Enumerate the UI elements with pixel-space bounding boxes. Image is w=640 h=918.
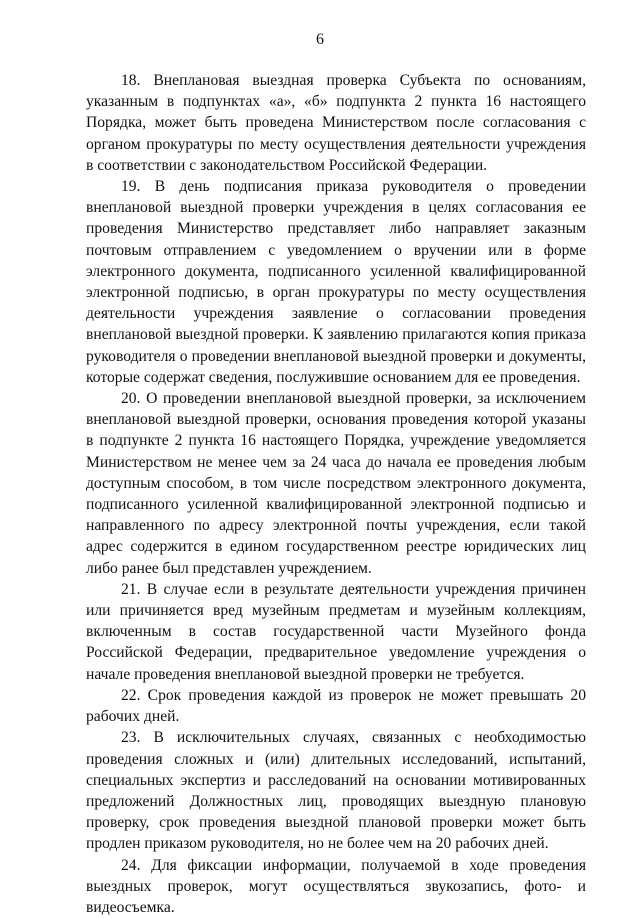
paragraph-22: 22. Срок проведения каждой из проверок не может превышать 20 рабочих дней. xyxy=(86,686,586,726)
paragraph-23: 23. В исключительных случаях, связанных с необходимостью проведения сложных и (или) длительных исследований, испытаний, специальных экспертиз и расследований на основании мотивированных предложений Должностных лиц, проводящих выездную плановую проверку, срок проведения выездной плановой проверки может быть продлен приказом руководителя, но не более чем на 20 рабочих дней. xyxy=(86,729,586,853)
paragraph-19: 19. В день подписания приказа руководителя о проведении внеплановой выездной проверки учреждения в целях согласования ее проведения Министерство представляет либо направляет заказным почтовым отправлением с уведомлением о вручении или в форме электронного документа, подписанного усиленной квалифицированной электронной подписью, в орган прокуратуры по месту осуществления деятельности учреждения заявление о согласовании проведения внеплановой выездной проверки. К заявлению прилагаются копия приказа руководителя о проведении внеплановой выездной проверки и документы, которые содержат сведения, послужившие основанием для ее проведения. xyxy=(86,178,586,386)
document-body xyxy=(86,70,586,918)
paragraph-18: 18. Внеплановая выездная проверка Субъекта по основаниям, указанным в подпунктах «а», «б» подпункта 2 пункта 16 настоящего Порядка, может быть проведена Министерством после согласования с органом прокуратуры по месту осуществления деятельности учреждения в соответствии с законодательством Российской Федерации. xyxy=(86,72,586,174)
paragraph-21: 21. В случае если в результате деятельности учреждения причинен или причиняется вред музейным предметам и музейным коллекциям, включенным в состав государственной части Музейного фонда Российской Федерации, предварительное уведомление учреждения о начале проведения внеплановой выездной проверки не требуется. xyxy=(86,580,586,683)
paragraph-20: 20. О проведении внеплановой выездной проверки, за исключением внеплановой выездной проверки, основания проведения которой указаны в подпункте 2 пункта 16 настоящего Порядка, учреждение уведомляется Министерством не менее чем за 24 часа до начала ее проведения любым доступным способом, в том числе посредством электронного документа, подписанного усиленной квалифицированной электронной подписью и направленного по адресу электронной почты учреждения, если такой адрес содержится в едином государственном реестре юридических лиц либо ранее был представлен учреждением. xyxy=(86,390,586,577)
paragraph-24: 24. Для фиксации информации, получаемой в ходе проведения выездных проверок, могут осуществляться звукозапись, фото- и видеосъемка. xyxy=(86,856,586,916)
page-number: 6 xyxy=(316,31,324,48)
